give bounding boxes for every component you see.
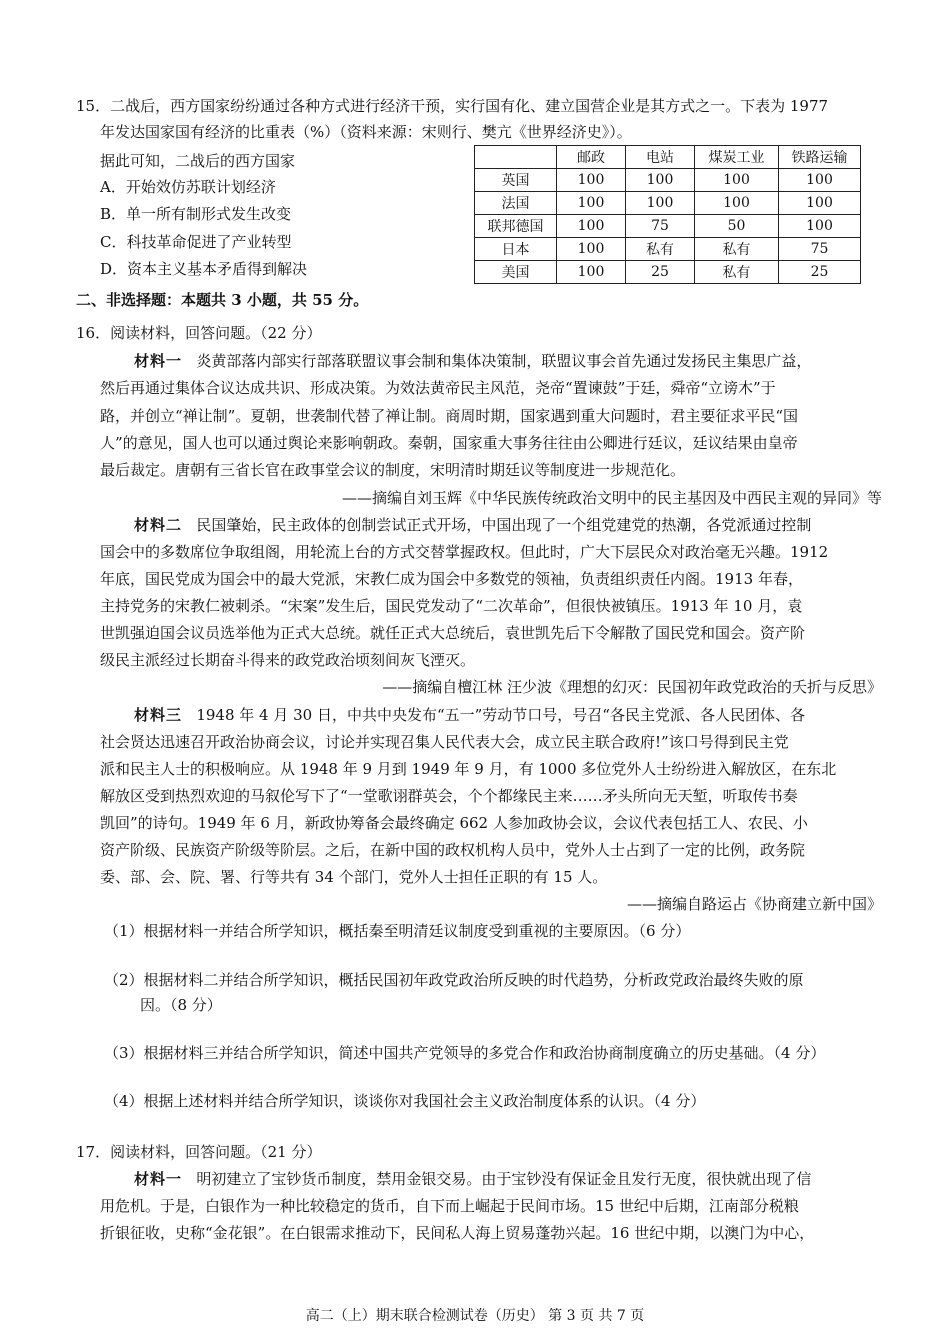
q16-m2-line2: 国会中的多数席位争取组阁，用轮流上台的方式交替掌握政权。但此时，广大下层民众对政治毫无兴趣。1912 bbox=[100, 543, 829, 561]
table-cell: 100 bbox=[695, 192, 779, 215]
table-row bbox=[475, 192, 861, 215]
q16-m3-source: ——摘编自路运占《协商建立新中国》 bbox=[626, 895, 882, 913]
table-cell: 100 bbox=[626, 192, 695, 215]
q16-subquestion-2-line1: （2）根据材料二并结合所学知识，概括民国初年政党政治所反映的时代趋势，分析政党政治最终失败的原 bbox=[104, 971, 804, 989]
section2-title: 二、非选择题：本题共 3 小题，共 55 分。 bbox=[76, 291, 369, 309]
q16-m3-line1 bbox=[134, 704, 805, 726]
q16-m3-line2: 社会贤达迅速召开政治协商会议，讨论并实现召集人民代表大会，成立民主联合政府!”该口号得到民主党 bbox=[100, 733, 789, 751]
q16-subquestion-2-line2: 因。（8 分） bbox=[140, 996, 222, 1014]
q17-m1-text: 明初建立了宝钞货币制度，禁用金银交易。由于宝钞没有保证金且发行无度，很快就出现了信 bbox=[196, 1170, 812, 1188]
table-header-cell: 煤炭工业 bbox=[695, 146, 779, 169]
q16-m1-line3: 路，并创立“禅让制”。夏朝，世袭制代替了禅让制。商周时期，国家遇到重大问题时，君主要征求平民“国 bbox=[100, 407, 799, 425]
q16-title: 16．阅读材料，回答问题。（22 分） bbox=[76, 324, 322, 342]
q16-subquestion-3: （3）根据材料三并结合所学知识，简述中国共产党领导的多党合作和政治协商制度确立的历史基础。（4 分） bbox=[104, 1044, 826, 1062]
table-header-cell: 电站 bbox=[626, 146, 695, 169]
q16-m1-line5: 最后裁定。唐朝有三省长官在政事堂会议的制度，宋明清时期廷议等制度进一步规范化。 bbox=[100, 461, 686, 479]
table-cell: 100 bbox=[557, 169, 626, 192]
table-cell: 法国 bbox=[475, 192, 557, 215]
table-cell: 英国 bbox=[475, 169, 557, 192]
q16-m3-line4: 解放区受到热烈欢迎的马叙伦写下了“一堂歌诩群英会，个个都缘民主来……矛头所向无天堑，听取传书奏 bbox=[100, 787, 798, 805]
q16-m1-line2: 然后再通过集体合议达成共识、形成决策。为效法黄帝民主风范，尧帝“置谏鼓”于廷，舜帝“立谤木”于 bbox=[100, 379, 776, 397]
q16-m1-line1 bbox=[134, 350, 811, 372]
q16-m3-line3: 派和民主人士的积极响应。从 1948 年 9 月到 1949 年 9 月，有 1000 多位党外人士纷纷进入解放区，在东北 bbox=[100, 760, 837, 778]
q16-m2-line4: 主持党务的宋教仁被刺杀。“宋案”发生后，国民党发动了“二次革命”，但很快被镇压。1913 年 10 月，袁 bbox=[100, 597, 803, 615]
q16-m1-source: ——摘编自刘玉辉《中华民族传统政治文明中的民主基因及中西民主观的异同》等 bbox=[341, 489, 882, 507]
table-cell: 私有 bbox=[626, 238, 695, 261]
q16-subquestion-1: （1）根据材料一并结合所学知识，概括秦至明清廷议制度受到重视的主要原因。（6 分） bbox=[104, 922, 691, 940]
table-cell: 100 bbox=[779, 169, 861, 192]
q16-m2-line3: 年底，国民党成为国会中的最大党派，宋教仁成为国会中多数党的领袖，负责组织责任内阁。1913 年春， bbox=[100, 570, 803, 588]
q15-option-d: D．资本主义基本矛盾得到解决 bbox=[100, 260, 308, 278]
q16-m2-line1 bbox=[134, 514, 811, 536]
table-cell: 100 bbox=[557, 192, 626, 215]
table-cell: 75 bbox=[626, 215, 695, 238]
q16-m1-text: 炎黄部落内部实行部落联盟议事会制和集体决策制，联盟议事会首先通过发扬民主集思广益， bbox=[196, 352, 812, 370]
table-row bbox=[475, 261, 861, 284]
table-cell: 50 bbox=[695, 215, 779, 238]
table-header-row bbox=[475, 146, 861, 169]
table-cell: 100 bbox=[557, 261, 626, 284]
table-cell: 25 bbox=[779, 261, 861, 284]
q16-m1-line4: 人”的意见，国人也可以通过舆论来影响朝政。秦朝，国家重大事务往往由公卿进行廷议，廷议结果由皇帝 bbox=[100, 434, 798, 452]
q16-m3-text: 1948 年 4 月 30 日，中共中央发布“五一”劳动节口号，号召“各民主党派、各人民团体、各 bbox=[196, 706, 805, 724]
table-cell: 100 bbox=[779, 215, 861, 238]
q16-m3-line5: 凯回”的诗句。1949 年 6 月，新政协筹备会最终确定 662 人参加政协会议，会议代表包括工人、农民、小 bbox=[100, 814, 808, 832]
q17-title: 17．阅读材料，回答问题。（21 分） bbox=[76, 1143, 322, 1161]
page-footer: 高二（上）期末联合检测试卷（历史） 第 3 页 共 7 页 bbox=[305, 1308, 645, 1324]
table-cell: 100 bbox=[695, 169, 779, 192]
table-cell: 100 bbox=[557, 238, 626, 261]
table-header-cell: 邮政 bbox=[557, 146, 626, 169]
state-economy-table bbox=[474, 145, 861, 284]
table-cell: 私有 bbox=[695, 261, 779, 284]
q15-option-a: A．开始效仿苏联计划经济 bbox=[100, 178, 276, 196]
q17-m1-label: 材料一 bbox=[134, 1170, 183, 1188]
q16-m2-source: ——摘编自檀江林 汪少波《理想的幻灭：民国初年政党政治的夭折与反思》 bbox=[382, 678, 882, 696]
q16-m3-line6: 资产阶级、民族资产阶级等阶层。之后，在新中国的政权机构人员中，党外人士占到了一定的比例，政务院 bbox=[100, 841, 806, 859]
table-cell: 联邦德国 bbox=[475, 215, 557, 238]
table-cell: 日本 bbox=[475, 238, 557, 261]
q16-m2-label: 材料二 bbox=[134, 516, 183, 534]
table-cell: 100 bbox=[626, 169, 695, 192]
table-cell: 100 bbox=[779, 192, 861, 215]
q15-stem-line3: 据此可知，二战后的西方国家 bbox=[100, 152, 296, 170]
table-row bbox=[475, 238, 861, 261]
q17-m1-line2: 用危机。于是，白银作为一种比较稳定的货币，自下而上崛起于民间市场。15 世纪中后期，江南部分税粮 bbox=[100, 1197, 799, 1215]
table-cell: 100 bbox=[557, 215, 626, 238]
q15-stem-line2: 年发达国家国有经济的比重表（%）（资料来源：宋则行、樊亢《世界经济史》）。 bbox=[100, 123, 632, 141]
q16-m2-text: 民国肇始，民主政体的创制尝试正式开场，中国出现了一个组党建党的热潮，各党派通过控制 bbox=[196, 516, 812, 534]
q15-stem-line1: 15．二战后，西方国家纷纷通过各种方式进行经济干预，实行国有化、建立国营企业是其方式之一。下表为 1977 bbox=[76, 97, 829, 115]
q15-option-b: B．单一所有制形式发生改变 bbox=[100, 205, 292, 223]
q17-m1-line3: 折银征收，史称“金花银”。在白银需求推动下，民间私人海上贸易蓬勃兴起。16 世纪中期，以澳门为中心， bbox=[100, 1224, 815, 1242]
table-cell: 25 bbox=[626, 261, 695, 284]
q15-option-c: C．科技革命促进了产业转型 bbox=[100, 233, 292, 251]
q16-m1-label: 材料一 bbox=[134, 352, 183, 370]
q16-m3-line7: 委、部、会、院、署、行等共有 34 个部门，党外人士担任正职的有 15 人。 bbox=[100, 868, 608, 886]
q16-m2-line6: 级民主派经过长期奋斗得来的政党政治顷刻间灰飞湮灭。 bbox=[100, 651, 476, 669]
q16-m3-label: 材料三 bbox=[134, 706, 183, 724]
table-header-cell bbox=[475, 146, 557, 169]
table-row bbox=[475, 169, 861, 192]
table-row bbox=[475, 215, 861, 238]
q16-subquestion-4: （4）根据上述材料并结合所学知识，谈谈你对我国社会主义政治制度体系的认识。（4 分） bbox=[104, 1092, 706, 1110]
table-cell: 美国 bbox=[475, 261, 557, 284]
table-cell: 私有 bbox=[695, 238, 779, 261]
table-cell: 75 bbox=[779, 238, 861, 261]
q16-m2-line5: 世凯强迫国会议员选举他为正式大总统。就任正式大总统后，袁世凯先后下令解散了国民党和国会。资产阶 bbox=[100, 624, 806, 642]
q17-m1-line1 bbox=[134, 1168, 811, 1190]
table-header-cell: 铁路运输 bbox=[779, 146, 861, 169]
